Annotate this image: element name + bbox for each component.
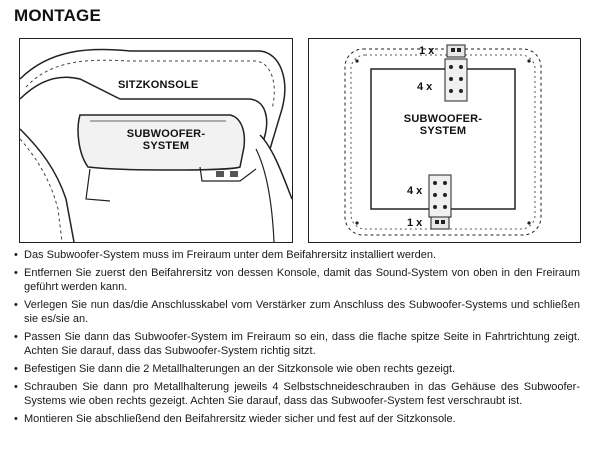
instruction-step: • Das Subwoofer-System muss im Freiraum unter dem Beifahrersitz installiert werden. [14, 248, 580, 262]
instruction-step: • Entfernen Sie zuerst den Beifahrersitz von dessen Konsole, damit das Sound-System von oben in den Freiraum geführt werden kann. [14, 266, 580, 294]
instruction-step: • Schrauben Sie dann pro Metallhalterung jeweils 4 Selbstschneideschrauben in das Gehäuse des Subwoofer-Systems wie oben rechts gezeigt. Achten Sie darauf, dass das Subwoofer-System fest verschraubt ist. [14, 380, 580, 408]
subwoofer-label [120, 128, 212, 152]
instruction-list [14, 248, 580, 430]
subwoofer-label-line2: SYSTEM [142, 140, 190, 152]
lower-screw-count: 4 x [407, 185, 423, 197]
seat-console-label: SITZKONSOLE [118, 79, 199, 91]
upper-screw-count: 4 x [417, 81, 433, 93]
instruction-step: • Verlegen Sie nun das/die Anschlusskabel vom Verstärker zum Anschluss des Subwoofer-Systems und schließen sie es/sie an. [14, 298, 580, 326]
top-bracket-count: 1 x [419, 45, 435, 57]
subwoofer-label-top-view [391, 113, 495, 137]
top-view-drawing [309, 39, 580, 242]
seat-console-illustration [19, 38, 293, 243]
top-view-illustration [308, 38, 581, 243]
subwoofer-top-line1: SUBWOOFER- [403, 113, 483, 125]
instruction-step: • Montieren Sie abschließend den Beifahrersitz wieder sicher und fest auf der Sitzkonsole. [14, 412, 580, 426]
bottom-bracket-count: 1 x [407, 217, 423, 229]
subwoofer-label-line1: SUBWOOFER- [126, 128, 206, 140]
instruction-step: • Befestigen Sie dann die 2 Metallhalterungen an der Sitzkonsole wie oben rechts gezeigt. [14, 362, 580, 376]
subwoofer-top-line2: SYSTEM [419, 125, 467, 137]
page-title: MONTAGE [14, 6, 102, 25]
instruction-step: • Passen Sie dann das Subwoofer-System im Freiraum so ein, dass die flache spitze Seite in Fahrtrichtung zeigt. Achten Sie darauf, dass das Subwoofer-System richtig sitzt. [14, 330, 580, 358]
